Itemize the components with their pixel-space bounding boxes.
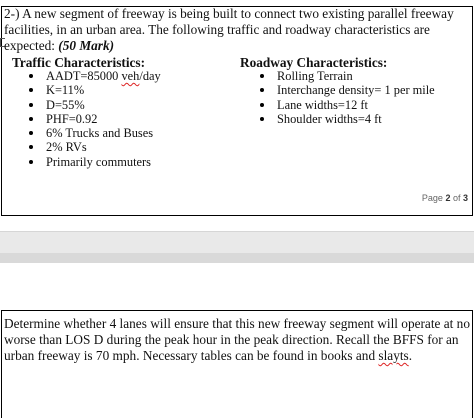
question-marks: (50 Mark)	[58, 38, 115, 53]
bullet-icon	[260, 117, 264, 121]
page-edge	[0, 231, 474, 232]
bullet-icon	[260, 74, 264, 78]
question-body: 2-) A new segment of freeway is being built to connect two existing parallel freeway facilities, in an urban area. The following traffic and roadway characteristics are expected:	[4, 6, 454, 53]
list-item: Primarily commuters	[46, 155, 161, 169]
list-item: 6% Trucks and Buses	[46, 126, 161, 140]
page-number-indicator: Page 2 of 3	[421, 193, 468, 203]
traffic-characteristics-title: Traffic Characteristics:	[12, 55, 146, 70]
traffic-characteristics-list	[46, 69, 161, 169]
next-page-top-margin	[0, 263, 474, 310]
list-item: Lane widths=12 ft	[277, 98, 435, 112]
roadway-characteristics-list	[277, 69, 435, 126]
list-item: AADT=85000 veh/day	[46, 69, 161, 83]
spellcheck-word: veh	[121, 69, 140, 83]
list-item: K=11%	[46, 83, 161, 97]
list-item: Shoulder widths=4 ft	[277, 112, 435, 126]
bullet-icon	[29, 103, 33, 107]
spellcheck-word: slayts	[378, 348, 409, 363]
bullet-icon	[29, 74, 33, 78]
bullet-icon	[260, 103, 264, 107]
bullet-icon	[29, 160, 33, 164]
instructions-paragraph: Determine whether 4 lanes will ensure that this new freeway segment will operate at no worse than LOS D during the peak hour in the peak direction. Recall the BFFS for an urban freeway is 70 mph. Necessary tables can be found in books and slayts.	[4, 316, 470, 363]
list-item: 2% RVs	[46, 140, 161, 154]
bullet-icon	[29, 117, 33, 121]
list-item: Rolling Terrain	[277, 69, 435, 83]
list-item: D=55%	[46, 98, 161, 112]
roadway-characteristics-title: Roadway Characteristics:	[240, 55, 388, 70]
list-item: PHF=0.92	[46, 112, 161, 126]
page-break-gap	[0, 231, 474, 310]
page-separator-bar	[0, 253, 474, 263]
question-text	[4, 6, 470, 54]
list-item: Interchange density= 1 per mile	[277, 83, 435, 97]
